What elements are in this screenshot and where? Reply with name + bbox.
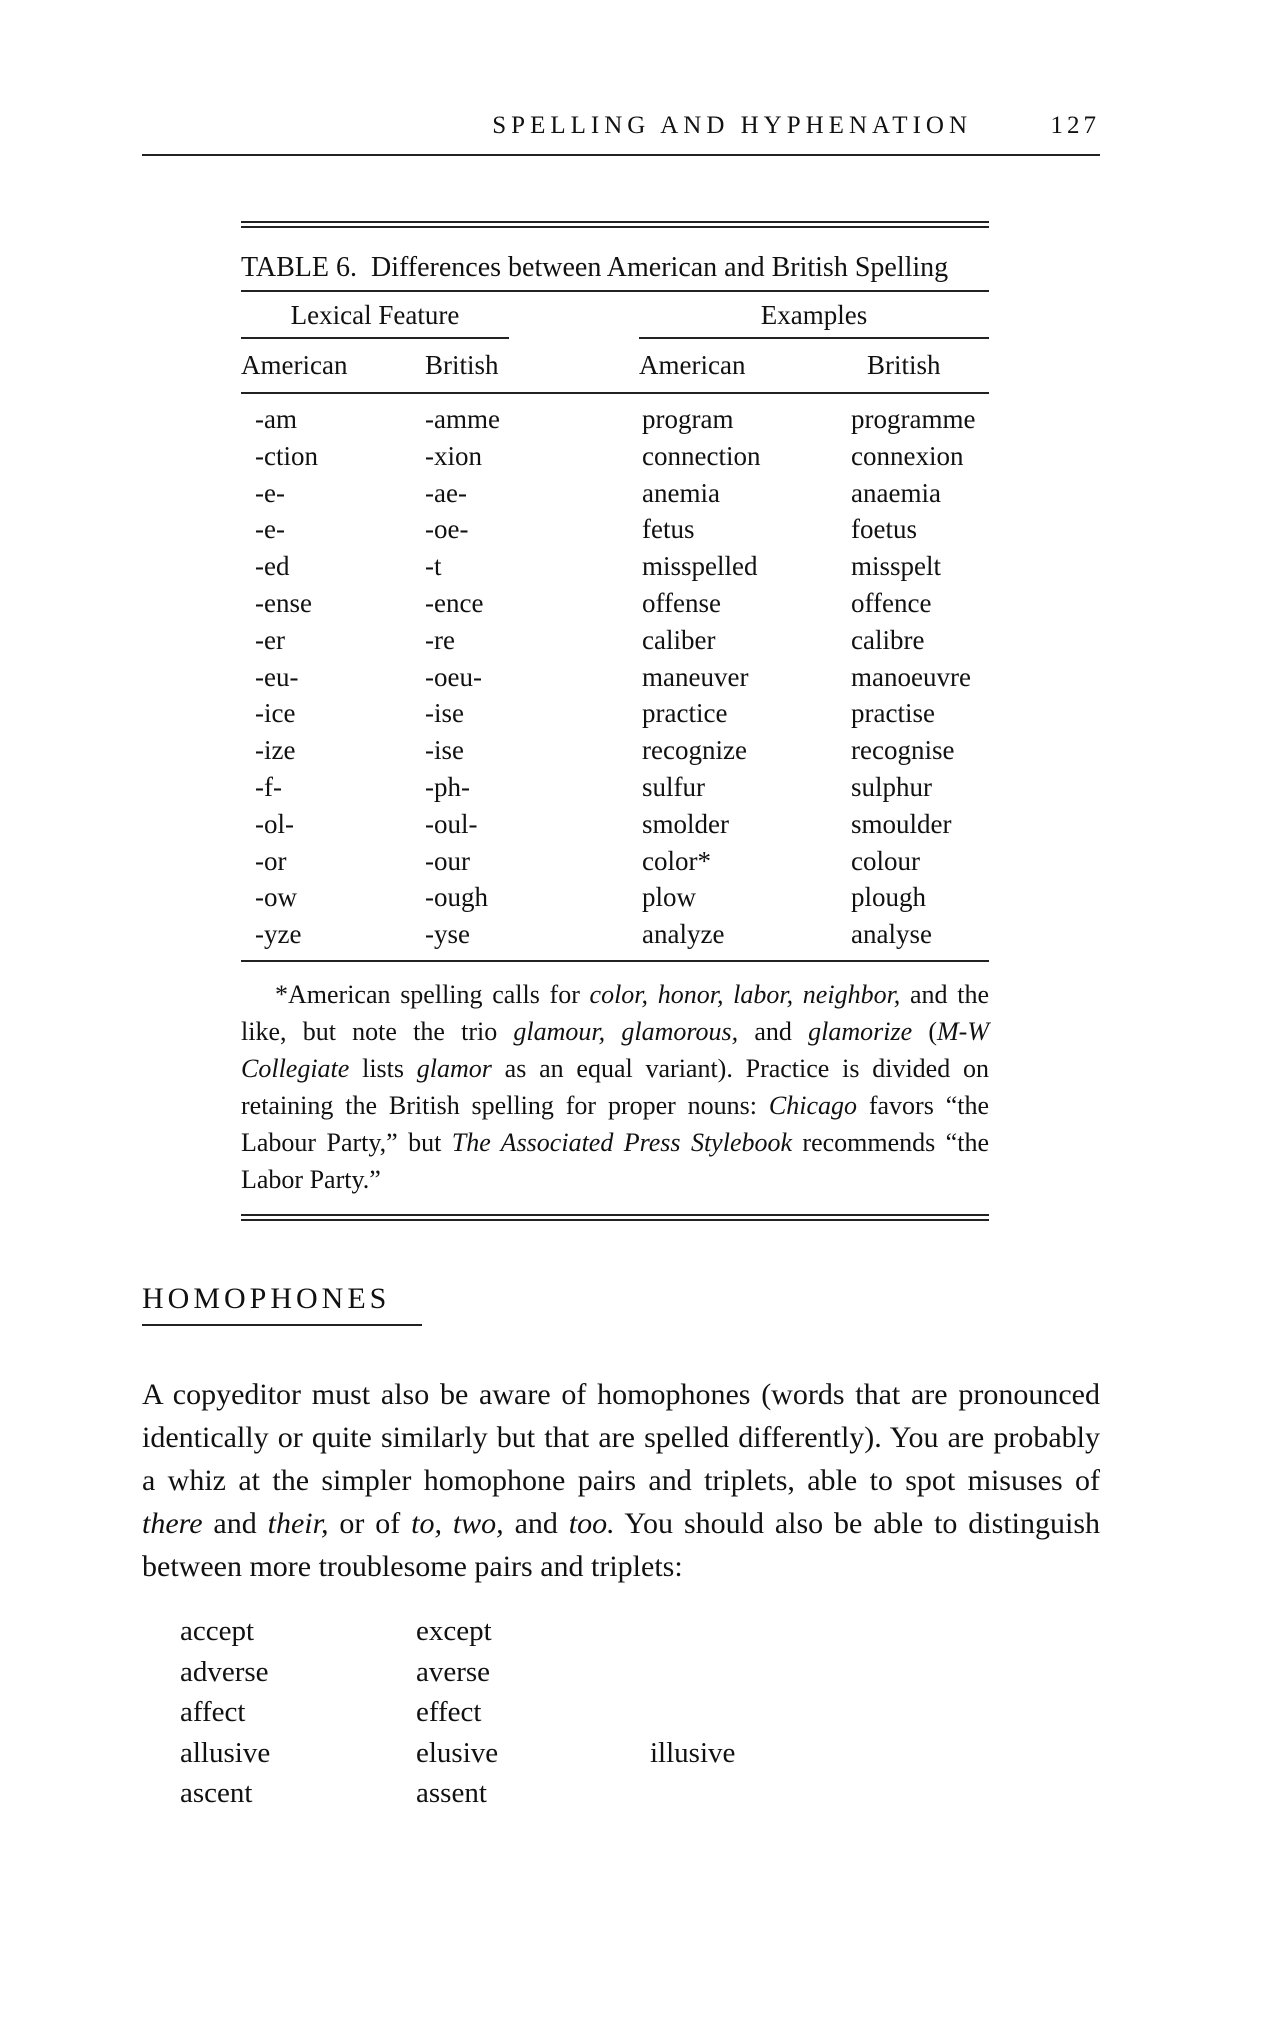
table-cell: plow xyxy=(642,882,696,913)
table-row xyxy=(241,619,989,656)
paragraph-text: and xyxy=(503,1507,569,1540)
table-row xyxy=(241,729,989,766)
table-cell: -ence xyxy=(425,587,484,618)
page-number: 127 xyxy=(1050,112,1100,139)
column-header: British xyxy=(867,350,941,380)
table-cell: sulfur xyxy=(642,771,705,802)
table-cell: -ol- xyxy=(255,808,294,839)
table-cell: programme xyxy=(851,404,976,434)
table-cell: -er xyxy=(255,624,285,655)
table-cell: connexion xyxy=(851,440,964,471)
list-item xyxy=(180,1656,880,1697)
homophone-word: accept xyxy=(180,1615,255,1647)
footnote-italic: color, honor, labor, neighbor, xyxy=(589,979,901,1009)
homophone-word: elusive xyxy=(416,1736,499,1769)
table-row xyxy=(241,435,989,472)
table-cell: -ae- xyxy=(425,477,467,508)
table-cell: -t xyxy=(425,551,442,582)
footnote-text: and xyxy=(738,1016,809,1046)
table-cell: practise xyxy=(851,698,935,729)
table-cell: -e- xyxy=(255,477,285,508)
homophone-word: affect xyxy=(180,1696,246,1728)
footnote-italic: Chicago xyxy=(768,1090,857,1120)
table-cell: colour xyxy=(851,845,920,876)
table-row xyxy=(241,692,989,729)
table-cell: smolder xyxy=(642,808,729,839)
paragraph-italic: there xyxy=(142,1507,203,1540)
table-cell: -ph- xyxy=(425,771,470,802)
list-item xyxy=(180,1737,880,1778)
footnote-italic: M-W Collegiate xyxy=(241,1016,989,1083)
table-cell: analyse xyxy=(851,919,932,950)
table-cell: -ice xyxy=(255,698,296,729)
table-row xyxy=(241,803,989,840)
table-cell: fetus xyxy=(642,514,695,545)
table-cell: -ense xyxy=(255,587,312,618)
table-cell: -yze xyxy=(255,919,302,950)
paragraph-text: A copyeditor must also be aware of homophones (words that are pronounced identically or quite similarly but that are spelled differently). You are probably a whiz at the simpler homophone pairs and triplets, able to spot misuses of xyxy=(142,1378,1100,1497)
homophone-word: effect xyxy=(416,1696,482,1728)
table-cell: -re xyxy=(425,624,455,655)
homophone-word: adverse xyxy=(180,1655,269,1688)
table-row xyxy=(241,472,989,509)
table-cell: recognise xyxy=(851,735,955,766)
table-footnote xyxy=(241,960,989,1214)
table-cell: -ough xyxy=(425,882,488,913)
footnote-italic: glamour, glamorous, xyxy=(513,1016,739,1046)
paragraph-italic: to, two, xyxy=(411,1507,504,1540)
table-cell: misspelled xyxy=(642,551,758,582)
section-heading: HOMOPHONES xyxy=(142,1282,422,1326)
list-item xyxy=(180,1777,880,1818)
column-header: American xyxy=(639,350,746,380)
table-bottom-rule xyxy=(241,1214,989,1221)
table-cell: calibre xyxy=(851,624,925,655)
table-column-headers xyxy=(241,344,989,394)
list-item xyxy=(180,1615,880,1656)
table-cell: smoulder xyxy=(851,808,952,839)
table-cell: -or xyxy=(255,845,287,876)
table-row xyxy=(241,876,989,913)
homophone-word: ascent xyxy=(180,1777,253,1809)
table-label: TABLE 6. xyxy=(241,252,357,283)
table-cell: color* xyxy=(642,845,711,876)
table-cell: -xion xyxy=(425,440,482,471)
homophone-word: assent xyxy=(416,1777,487,1809)
table-cell: -yse xyxy=(425,919,470,950)
table-row xyxy=(241,508,989,545)
table-cell: -our xyxy=(425,845,470,876)
table-top-rule xyxy=(241,221,989,228)
footnote-text: recommends “the Labor Party.” xyxy=(241,1127,989,1194)
group-header-examples: Examples xyxy=(639,300,989,339)
footnote-text: lists xyxy=(349,1053,417,1083)
table-cell: -eu- xyxy=(255,661,299,692)
table-body xyxy=(241,394,989,960)
table-cell: -f- xyxy=(255,771,282,802)
footnote-text: as an equal variant). Practice is divided on retaining the British spelling for proper nouns: xyxy=(241,1053,989,1120)
table-row xyxy=(241,398,989,435)
footnote-text: favors “the Labour Party,” but xyxy=(241,1090,989,1157)
table-cell: plough xyxy=(851,882,927,913)
table-row xyxy=(241,840,989,877)
paragraph-italic: too. xyxy=(568,1507,615,1540)
table-cell: offence xyxy=(851,587,932,618)
table-cell: anemia xyxy=(642,477,720,508)
table-cell: -oeu- xyxy=(425,661,482,692)
list-item xyxy=(180,1696,880,1737)
table-cell: -amme xyxy=(425,404,500,434)
table-cell: maneuver xyxy=(642,661,749,692)
table-cell: -ise xyxy=(425,735,464,766)
table-cell: program xyxy=(642,404,734,434)
footnote-text: ( xyxy=(912,1016,938,1046)
table-cell: -oe- xyxy=(425,514,469,545)
table-row xyxy=(241,656,989,693)
table-cell: recognize xyxy=(642,735,747,766)
table-cell: -ise xyxy=(425,698,464,729)
homophone-word: except xyxy=(416,1615,492,1647)
table-cell: anaemia xyxy=(851,477,941,508)
homophone-list xyxy=(180,1615,880,1818)
table-cell: -ed xyxy=(255,551,290,582)
table-cell: foetus xyxy=(851,514,917,545)
group-header-lexical-feature: Lexical Feature xyxy=(241,300,509,339)
homophone-word: allusive xyxy=(180,1736,271,1769)
table-cell: caliber xyxy=(642,624,716,655)
paragraph-italic: their, xyxy=(267,1507,329,1540)
table-row xyxy=(241,582,989,619)
running-head xyxy=(142,108,1100,156)
table-cell: -ction xyxy=(255,440,318,471)
footnote-text: *American spelling calls for xyxy=(275,979,590,1009)
footnote-text: and the like, but note the trio xyxy=(241,979,989,1046)
homophone-word: averse xyxy=(416,1655,491,1688)
footnote-italic: The Associated Press Stylebook xyxy=(451,1127,793,1157)
column-header: American xyxy=(241,350,348,380)
table-row xyxy=(241,913,989,950)
table-cell: -am xyxy=(255,404,297,434)
column-header: British xyxy=(425,350,499,380)
table-cell: -e- xyxy=(255,514,285,545)
paragraph-text: or of xyxy=(328,1507,412,1540)
footnote-italic: glamorize xyxy=(808,1016,913,1046)
table-title: Differences between American and British Spelling xyxy=(370,252,949,283)
table-caption xyxy=(241,252,989,290)
table-cell: practice xyxy=(642,698,728,729)
footnote-italic: glamor xyxy=(416,1053,492,1083)
table-cell: offense xyxy=(642,587,721,618)
running-head-title: SPELLING AND HYPHENATION xyxy=(492,112,972,139)
table-cell: manoeuvre xyxy=(851,661,971,692)
table-cell: -ow xyxy=(255,882,297,913)
spelling-table xyxy=(241,221,989,1221)
table-cell: -ize xyxy=(255,735,296,766)
paragraph-text: and xyxy=(202,1507,268,1540)
table-cell: connection xyxy=(642,440,761,471)
table-group-headers xyxy=(241,292,989,344)
table-row xyxy=(241,766,989,803)
paragraph-text: You should also be able to distinguish between more troublesome pairs and triplets: xyxy=(142,1507,1100,1583)
table-cell: -oul- xyxy=(425,808,478,839)
table-cell: sulphur xyxy=(851,771,932,802)
table-cell: misspelt xyxy=(851,551,942,582)
body-paragraph xyxy=(142,1373,1100,1588)
table-row xyxy=(241,545,989,582)
homophone-word: illusive xyxy=(650,1736,736,1769)
table-cell: analyze xyxy=(642,919,725,950)
